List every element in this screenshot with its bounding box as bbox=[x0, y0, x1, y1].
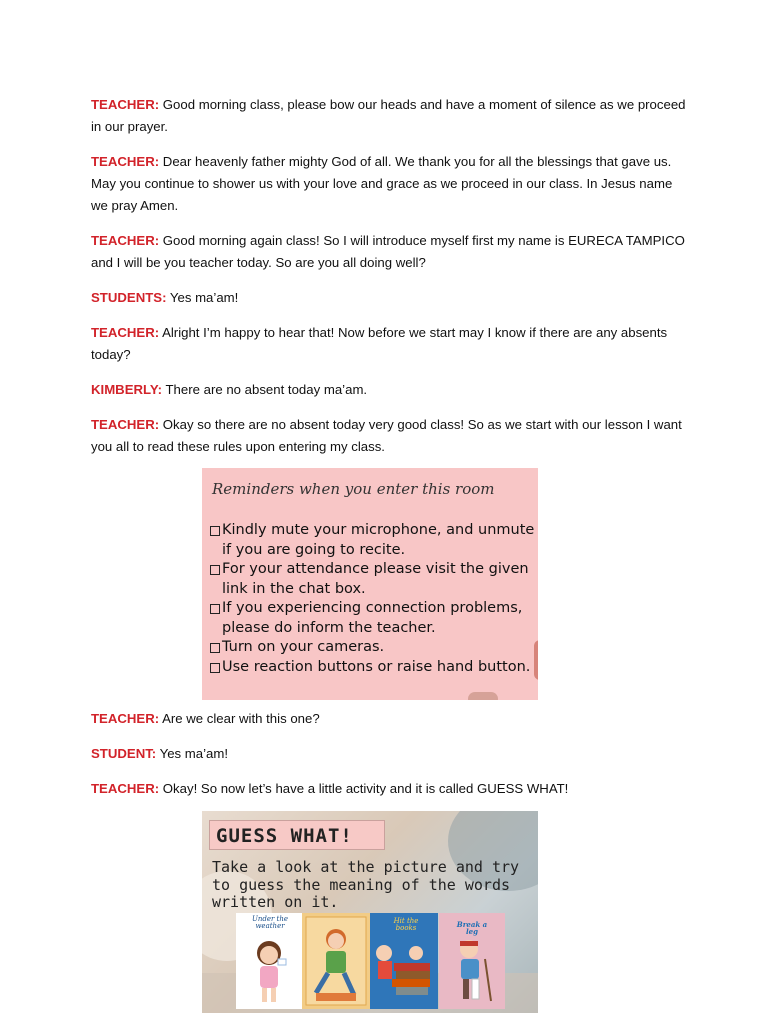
speaker-label: TEACHER: bbox=[91, 417, 160, 432]
idiom-card-break-a-leg bbox=[439, 913, 505, 1009]
dialogue-line bbox=[91, 708, 691, 730]
dialogue-text: Dear heavenly father mighty God of all. We thank you for all the blessings that gave us. May you continue to shower us with your love and grace as we proceed in our class. In Jesus name we pray Amen. bbox=[91, 154, 673, 213]
dialogue-text: Yes ma’am! bbox=[166, 290, 239, 305]
dialogue-line bbox=[91, 379, 691, 401]
checkbox-icon bbox=[210, 643, 220, 653]
dialogue-text: Okay! So now let’s have a little activity and it is called GUESS WHAT! bbox=[159, 781, 569, 796]
reminder-item: For your attendance please visit the given link in the chat box. bbox=[210, 560, 535, 599]
card-caption: Break a leg bbox=[456, 920, 488, 936]
dialogue-line bbox=[91, 414, 691, 458]
speaker-label: STUDENTS: bbox=[91, 290, 167, 305]
speaker-label: TEACHER: bbox=[91, 97, 160, 112]
injured-man-icon bbox=[439, 913, 505, 1009]
speaker-label: TEACHER: bbox=[91, 233, 160, 248]
checkbox-icon bbox=[210, 526, 220, 536]
reminder-item: Turn on your cameras. bbox=[210, 638, 535, 658]
reminder-item: If you experiencing connection problems, please do inform the teacher. bbox=[210, 599, 535, 638]
idiom-card-2 bbox=[302, 913, 370, 1009]
document-body bbox=[91, 94, 691, 471]
dialogue-line bbox=[91, 743, 691, 765]
books-icon bbox=[370, 913, 438, 1009]
idiom-card-under-the-weather bbox=[236, 913, 302, 1009]
guess-description: Take a look at the picture and try to guess the meaning of the words written on it. bbox=[212, 858, 520, 911]
reminders-slide-image bbox=[202, 468, 538, 700]
checkbox-icon bbox=[210, 604, 220, 614]
decoration bbox=[468, 692, 498, 700]
document-body-continued bbox=[91, 708, 691, 813]
reminder-item: Kindly mute your microphone, and unmute if you are going to recite. bbox=[210, 521, 535, 560]
speaker-label: STUDENT: bbox=[91, 746, 157, 761]
dialogue-line bbox=[91, 322, 691, 366]
speaker-label: TEACHER: bbox=[91, 325, 160, 340]
card-caption: Under the weather bbox=[251, 915, 289, 930]
card-caption: Hit the books bbox=[393, 917, 419, 932]
reminders-list bbox=[210, 521, 535, 677]
checkbox-icon bbox=[210, 565, 220, 575]
dialogue-text: Yes ma’am! bbox=[156, 746, 229, 761]
dialogue-text: Are we clear with this one? bbox=[159, 711, 320, 726]
speaker-label: KIMBERLY: bbox=[91, 382, 163, 397]
dialogue-text: Good morning class, please bow our heads and have a moment of silence as we proceed in our prayer. bbox=[91, 97, 686, 134]
dialogue-line bbox=[91, 230, 691, 274]
dialogue-line bbox=[91, 778, 691, 800]
guess-what-slide-image bbox=[202, 811, 538, 1013]
dialogue-line bbox=[91, 287, 691, 309]
boy-icon bbox=[302, 913, 370, 1009]
speaker-label: TEACHER: bbox=[91, 711, 160, 726]
dialogue-text: There are no absent today ma’am. bbox=[162, 382, 368, 397]
dialogue-line bbox=[91, 94, 691, 138]
speaker-label: TEACHER: bbox=[91, 154, 160, 169]
sick-girl-icon bbox=[236, 913, 302, 1009]
dialogue-text: Okay so there are no absent today very good class! So as we start with our lesson I want you all to read these rules upon entering my class. bbox=[91, 417, 682, 454]
dialogue-text: Alright I’m happy to hear that! Now before we start may I know if there are any absents today? bbox=[91, 325, 668, 362]
guess-title: GUESS WHAT! bbox=[209, 820, 385, 850]
reminder-item: Use reaction buttons or raise hand button. bbox=[210, 658, 535, 678]
speaker-label: TEACHER: bbox=[91, 781, 160, 796]
idiom-pictures bbox=[236, 913, 536, 1011]
dialogue-text: Good morning again class! So I will introduce myself first my name is EURECA TAMPICO and I will be you teacher today. So are you all doing well? bbox=[91, 233, 685, 270]
reminders-title: Reminders when you enter this room bbox=[212, 480, 495, 498]
idiom-card-hit-the-books bbox=[370, 913, 438, 1009]
dialogue-line bbox=[91, 151, 691, 217]
checkbox-icon bbox=[210, 663, 220, 673]
